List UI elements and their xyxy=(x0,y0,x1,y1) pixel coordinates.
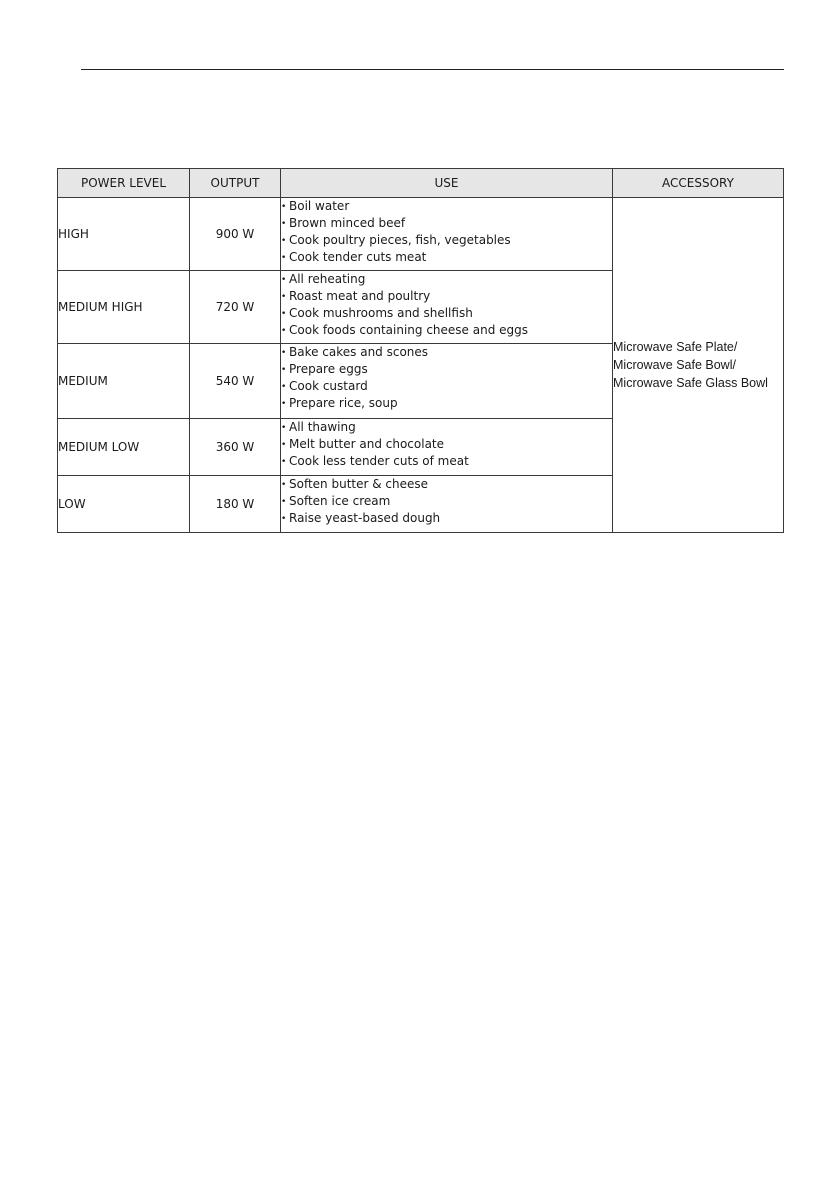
list-item: • All reheating xyxy=(281,271,612,288)
output-cell: 720 W xyxy=(190,271,281,344)
list-item: • Soften ice cream xyxy=(281,493,612,510)
list-item: • Cook poultry pieces, fish, vegetables xyxy=(281,232,612,249)
bullet-icon: • xyxy=(281,348,287,358)
accessory-cell xyxy=(613,198,784,533)
list-item: • Raise yeast-based dough xyxy=(281,510,612,527)
power-level-cell: HIGH xyxy=(58,198,190,271)
output-cell: 180 W xyxy=(190,476,281,533)
use-cell xyxy=(281,476,613,533)
list-item: • Roast meat and poultry xyxy=(281,288,612,305)
header-output: OUTPUT xyxy=(190,169,281,198)
list-item: • Boil water xyxy=(281,198,612,215)
list-item: • Cook less tender cuts of meat xyxy=(281,453,612,470)
list-item: • Melt butter and chocolate xyxy=(281,436,612,453)
bullet-icon: • xyxy=(281,309,287,319)
output-cell: 360 W xyxy=(190,419,281,476)
table-row xyxy=(58,198,784,271)
header-power-level: POWER LEVEL xyxy=(58,169,190,198)
header-accessory: ACCESSORY xyxy=(613,169,784,198)
bullet-icon: • xyxy=(281,292,287,302)
use-cell xyxy=(281,419,613,476)
bullet-icon: • xyxy=(281,399,287,409)
bullet-icon: • xyxy=(281,236,287,246)
list-item: • Cook mushrooms and shellfish xyxy=(281,305,612,322)
list-item: • Cook custard xyxy=(281,378,612,395)
power-level-cell: MEDIUM HIGH xyxy=(58,271,190,344)
power-level-table xyxy=(57,168,784,533)
use-cell xyxy=(281,271,613,344)
list-item: • Soften butter & cheese xyxy=(281,476,612,493)
bullet-icon: • xyxy=(281,457,287,467)
use-cell xyxy=(281,344,613,419)
output-cell: 900 W xyxy=(190,198,281,271)
list-item: • All thawing xyxy=(281,419,612,436)
output-cell: 540 W xyxy=(190,344,281,419)
top-rule xyxy=(81,69,784,70)
bullet-icon: • xyxy=(281,440,287,450)
power-level-cell: LOW xyxy=(58,476,190,533)
header-row xyxy=(58,169,784,198)
list-item: • Prepare eggs xyxy=(281,361,612,378)
bullet-icon: • xyxy=(281,219,287,229)
list-item: • Brown minced beef xyxy=(281,215,612,232)
list-item: • Prepare rice, soup xyxy=(281,395,612,412)
bullet-icon: • xyxy=(281,497,287,507)
bullet-icon: • xyxy=(281,326,287,336)
use-cell xyxy=(281,198,613,271)
list-item: • Cook tender cuts meat xyxy=(281,249,612,266)
accessory-line: Microwave Safe Plate/ xyxy=(613,340,738,354)
header-use: USE xyxy=(281,169,613,198)
power-level-cell: MEDIUM LOW xyxy=(58,419,190,476)
bullet-icon: • xyxy=(281,382,287,392)
bullet-icon: • xyxy=(281,423,287,433)
bullet-icon: • xyxy=(281,253,287,263)
accessory-line: Microwave Safe Bowl/ xyxy=(613,358,736,372)
power-level-cell: MEDIUM xyxy=(58,344,190,419)
list-item: • Cook foods containing cheese and eggs xyxy=(281,322,612,339)
bullet-icon: • xyxy=(281,365,287,375)
bullet-icon: • xyxy=(281,275,287,285)
bullet-icon: • xyxy=(281,480,287,490)
accessory-line: Microwave Safe Glass Bowl xyxy=(613,376,768,390)
bullet-icon: • xyxy=(281,202,287,212)
list-item: • Bake cakes and scones xyxy=(281,344,612,361)
bullet-icon: • xyxy=(281,514,287,524)
